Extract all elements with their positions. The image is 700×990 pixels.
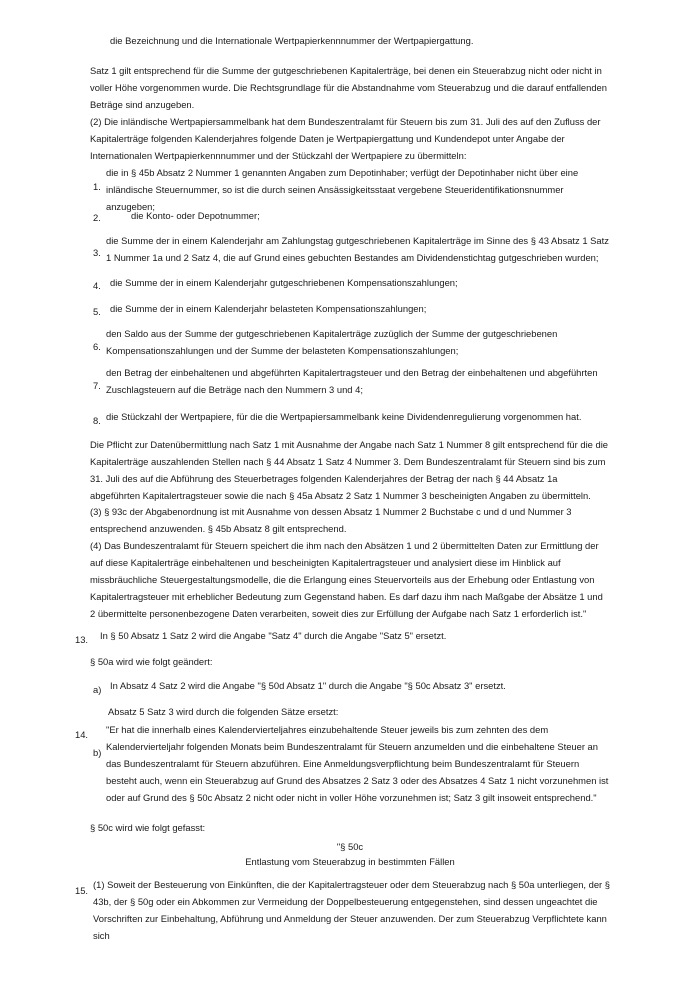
list-number: 14. <box>75 729 89 740</box>
list-number: 3. <box>93 247 101 258</box>
amendment-intro: § 50a wird wie folgt geändert: <box>90 656 213 667</box>
quoted-text: "Er hat die innerhalb eines Kalendervierteljahres einzubehaltende Steuer jeweils bis zum zehnten des dem Kalendervierteljahr folgenden Monats beim Bundeszentralamt für Steuern anzumelden und die einbehaltene Steuer an das Bundeszentralamt für Steuern abzuführen. Eine Anmeldungsverpflichtung beim Bundeszentralamt für Steuern besteht auch, wenn ein Steuerabzug auf Grund des Absatzes 2 Satz 3 oder des Absatzes 4 Satz 1 nicht vorzunehmen ist oder auf Grund des § 50c Absatz 2 nicht oder nicht in voller Höhe vorzunehmen ist; Satz 3 gilt insoweit entsprechend." <box>106 724 609 803</box>
list-letter: b) <box>93 747 102 758</box>
list-number: 2. <box>93 212 101 223</box>
list-item: die Konto- oder Depotnummer; <box>131 210 260 221</box>
list-number: 8. <box>93 415 101 426</box>
paragraph: (1) Soweit der Besteuerung von Einkünften, die der Kapitalertragsteuer oder dem Steuerabzug nach § 50a unterliegen, der § 43b, der § 50g oder ein Abkommen zur Vermeidung der Doppelbesteuerung entgegenstehen, sind dessen ungeachtet die Vorschriften zur Einbehaltung, Abführung und Anmeldung der Steuer anzuwenden. Der zum Steuerabzug Verpflichtete kann sich <box>93 879 610 941</box>
list-number: 5. <box>93 306 101 317</box>
section-title: Entlastung vom Steuerabzug in bestimmten Fällen <box>245 856 455 867</box>
list-item: die Summe der in einem Kalenderjahr belasteten Kompensationszahlungen; <box>110 303 427 314</box>
paragraph: (2) Die inländische Wertpapiersammelbank hat dem Bundeszentralamt für Steuern bis zum 31. Juli des auf den Zufluss der Kapitalerträge folgenden Kalenderjahres folgende Daten je Wertpapiergattung und Kundendepot unter Angabe der Internationalen Wertpapierkennnummer und der Stückzahl der Wertpapiere zu übermitteln: <box>90 116 601 161</box>
list-number: 7. <box>93 380 101 391</box>
list-number: 6. <box>93 341 101 352</box>
list-item: die Summe der in einem Kalenderjahr am Zahlungstag gutgeschriebenen Kapitalerträge im Sinne des § 43 Absatz 1 Satz 1 Nummer 1a und 2 Satz 4, die auf Grund eines gebuchten Bestandes am Dividendenstichtag gutgeschrieben wurden; <box>106 235 609 263</box>
list-item: den Saldo aus der Summe der gutgeschriebenen Kapitalerträge zuzüglich der Summe der gutgeschriebenen Kompensationszahlungen und der Summe der belasteten Kompensationszahlungen; <box>106 328 558 356</box>
paragraph: (4) Das Bundeszentralamt für Steuern speichert die ihm nach den Absätzen 1 und 2 übermittelten Daten zur Ermittlung der auf diese Kapitalerträge einbehaltenen und bescheinigten Kapitalertragsteuer und analysiert diese im Hinblick auf missbräuchliche Steuergestaltungsmodelle, die die Erlangung eines Steuervorteils aus der Erhebung oder Entlastung von Kapitalertragsteuer mit erheblicher Bedeutung zum Gegenstand haben. Es darf dazu ihm nach Maßgabe der Absätze 1 und 2 übermittelte personenbezogene Daten verarbeiten, soweit dies zur Erfüllung der Aufgabe nach Satz 1 erforderlich ist." <box>90 540 603 619</box>
list-item: die Summe der in einem Kalenderjahr gutgeschriebenen Kompensationszahlungen; <box>110 277 458 288</box>
amendment-intro: § 50c wird wie folgt gefasst: <box>90 822 206 833</box>
amendment-text: In Absatz 4 Satz 2 wird die Angabe "§ 50d Absatz 1" durch die Angabe "§ 50c Absatz 3" ersetzt. <box>110 680 506 691</box>
list-letter: a) <box>93 684 102 695</box>
list-number: 1. <box>93 181 101 192</box>
list-item: den Betrag der einbehaltenen und abgeführten Kapitalertragsteuer und den Betrag der einbehaltenen und abgeführten Zuschlagsteuern auf die Beträge nach den Nummern 3 und 4; <box>106 367 598 395</box>
list-item: die in § 45b Absatz 2 Nummer 1 genannten Angaben zum Depotinhaber; verfügt der Depotinhaber nicht über eine inländische Steuernummer, so ist die durch seinen Ansässigkeitsstaat vergebene Steueridentifikationsnummer anzugeben; <box>106 167 579 212</box>
paragraph: (3) § 93c der Abgabenordnung ist mit Ausnahme von dessen Absatz 1 Nummer 2 Buchstabe c und d und Nummer 3 entsprechend anzuwenden. § 45b Absatz 8 gilt entsprechend. <box>90 506 572 534</box>
list-number: 15. <box>75 885 89 896</box>
list-number: 4. <box>93 280 101 291</box>
list-number: 13. <box>75 634 89 645</box>
amendment-intro: Absatz 5 Satz 3 wird durch die folgenden Sätze ersetzt: <box>108 706 339 717</box>
paragraph: Satz 1 gilt entsprechend für die Summe der gutgeschriebenen Kapitalerträge, bei denen ein Steuerabzug nicht oder nicht in voller Höhe vorgenommen wurde. Die Rechtsgrundlage für die Abstandnahme vom Steuerabzug und die darauf entfallenden Beträge sind anzugeben. <box>90 65 607 110</box>
amendment-text: In § 50 Absatz 1 Satz 2 wird die Angabe "Satz 4" durch die Angabe "Satz 5" ersetzt. <box>100 630 447 641</box>
section-number: "§ 50c <box>336 841 364 852</box>
paragraph: Die Pflicht zur Datenübermittlung nach Satz 1 mit Ausnahme der Angabe nach Satz 1 Nummer 8 gilt entsprechend für die die Kapitalerträge auszahlenden Stellen nach § 44 Absatz 1 Satz 4 Nummer 3. Dem Bundeszentralamt für Steuern sind bis zum 31. Juli des auf die Abführung des Steuerbetrages folgenden Kalenderjahres der Betrag der nach § 44 Absatz 1a abgeführten Kapitalertragsteuer sowie die nach § 45a Absatz 2 Satz 1 Nummer 3 bescheinigten Angaben zu übermitteln. <box>90 439 608 501</box>
text-line: die Bezeichnung und die Internationale Wertpapierkennnummer der Wertpapiergattung. <box>110 35 474 46</box>
list-item: die Stückzahl der Wertpapiere, für die die Wertpapiersammelbank keine Dividendenregulierung vorgenommen hat. <box>106 411 582 422</box>
